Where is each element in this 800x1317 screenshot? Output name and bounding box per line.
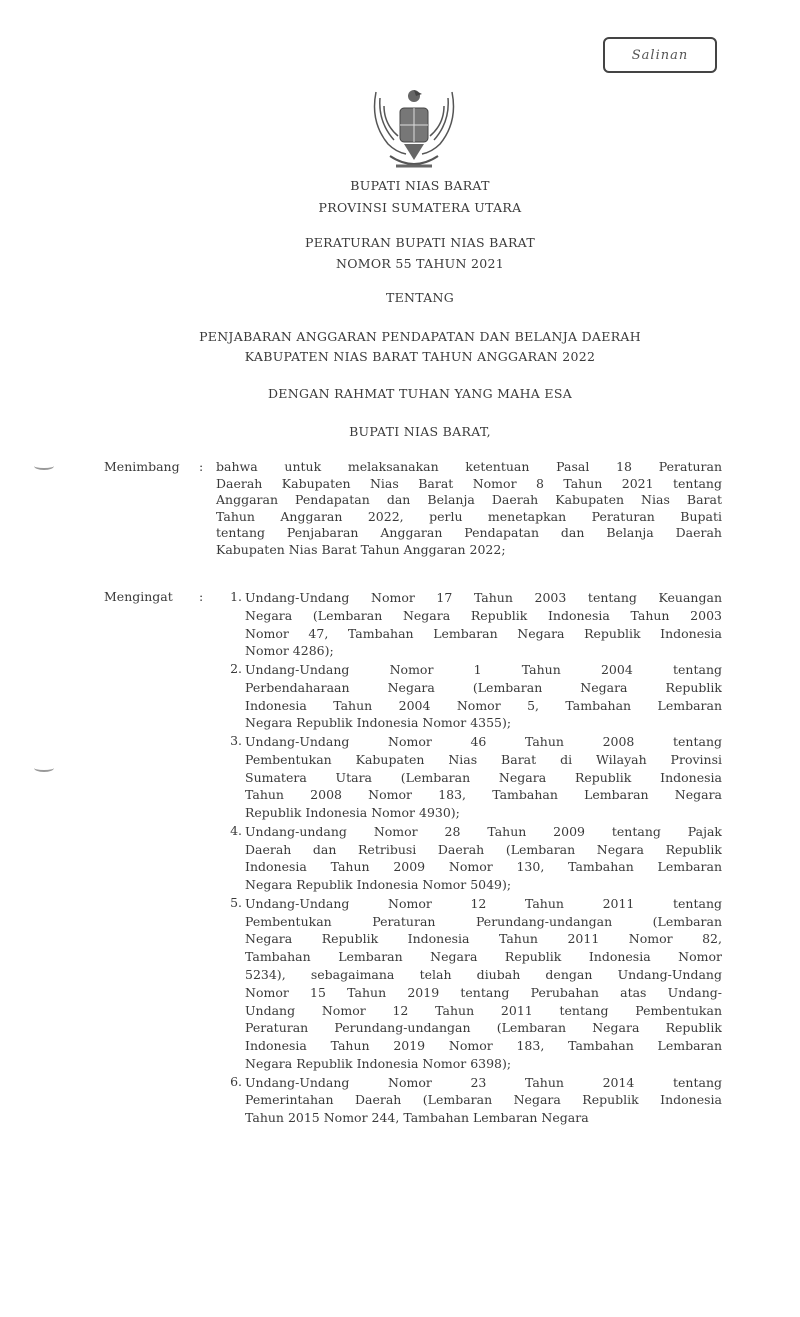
text-line: Undang-Undang Nomor 17 Tahun 2003 tentang Keuangan <box>245 590 722 605</box>
legal-basis-item <box>216 661 722 732</box>
text-line: Tahun 2015 Nomor 244, Tambahan Lembaran Negara <box>245 1110 589 1126</box>
text-line: Nomor 4286); <box>245 643 334 659</box>
mengingat-colon: : <box>199 589 204 604</box>
stamp-text: Salinan <box>631 47 689 63</box>
item-text <box>245 895 722 1073</box>
text-line: Undang-Undang Nomor 1 Tahun 2004 tentang <box>245 662 722 677</box>
item-text <box>245 1074 722 1127</box>
text-line: Perbendaharaan Negara (Lembaran Negara Republik <box>245 679 722 695</box>
text-line: Pembentukan Kabupaten Nias Barat di Wilayah Provinsi <box>245 751 722 767</box>
text-line: Negara Republik Indonesia Nomor 4355); <box>245 715 512 731</box>
text-line: Tahun Anggaran 2022, perlu menetapkan Peraturan Bupati <box>216 508 722 524</box>
text-line: Negara (Lembaran Negara Republik Indonesia Tahun 2003 <box>245 607 722 623</box>
text-line: Nomor 47, Tambahan Lembaran Negara Republik Indonesia <box>245 625 722 641</box>
item-number: 2. <box>230 661 242 676</box>
regulation-title: PERATURAN BUPATI NIAS BARAT <box>305 235 535 250</box>
text-line: Undang-Undang Nomor 23 Tahun 2014 tentang <box>245 1074 722 1090</box>
item-number: 5. <box>230 894 242 910</box>
authority: BUPATI NIAS BARAT, <box>349 424 491 439</box>
mengingat-label: Mengingat <box>104 589 173 604</box>
text-line: Anggaran Pendapatan dan Belanja Daerah Kabupaten Nias Barat <box>216 492 722 508</box>
text-line: Daerah dan Retribusi Daerah (Lembaran Negara Republik <box>245 841 722 857</box>
text-line: Undang-Undang Nomor 46 Tahun 2008 tentang <box>245 734 722 749</box>
text-line: Negara Republik Indonesia Nomor 5049); <box>245 877 512 893</box>
about-heading: TENTANG <box>385 290 455 305</box>
subject-line-2: KABUPATEN NIAS BARAT TAHUN ANGGARAN 2022 <box>244 349 596 364</box>
text-line: Tahun 2008 Nomor 183, Tambahan Lembaran Negara <box>245 787 722 803</box>
menimbang-paragraph <box>216 459 722 559</box>
text-line: Indonesia Tahun 2019 Nomor 183, Tambahan Lembaran <box>245 1038 722 1054</box>
item-text <box>245 823 722 894</box>
text-line: Daerah Kabupaten Nias Barat Nomor 8 Tahun 2021 tentang <box>216 475 722 491</box>
item-text <box>245 661 722 732</box>
issuer-title: BUPATI NIAS BARAT <box>350 178 490 193</box>
legal-basis-item <box>216 733 722 822</box>
item-number: 3. <box>230 733 242 748</box>
salinan-stamp <box>603 37 717 73</box>
text-line: Indonesia Tahun 2009 Nomor 130, Tambahan Lembaran <box>245 859 722 875</box>
province-title: PROVINSI SUMATERA UTARA <box>318 200 522 215</box>
legal-basis-item <box>216 823 722 894</box>
item-number: 4. <box>230 822 242 838</box>
text-line: bahwa untuk melaksanakan ketentuan Pasal 18 Peraturan <box>216 459 722 474</box>
text-line: Negara Republik Indonesia Tahun 2011 Nomor 82, <box>245 931 722 947</box>
text-line: Tambahan Lembaran Negara Republik Indonesia Nomor <box>245 949 722 965</box>
text-line: Republik Indonesia Nomor 4930); <box>245 805 460 821</box>
text-line: Nomor 15 Tahun 2019 tentang Perubahan atas Undang- <box>245 984 722 1000</box>
text-line: Undang-undang Nomor 28 Tahun 2009 tentang Pajak <box>245 823 722 839</box>
scan-mark <box>34 764 54 772</box>
scan-mark <box>34 462 54 470</box>
item-text <box>245 733 722 822</box>
text-line: Undang-Undang Nomor 12 Tahun 2011 tentang <box>245 895 722 911</box>
item-text <box>245 589 722 660</box>
item-number: 6. <box>230 1073 242 1089</box>
menimbang-colon: : <box>199 459 204 474</box>
text-line: Undang Nomor 12 Tahun 2011 tentang Pembentukan <box>245 1002 722 1018</box>
invocation: DENGAN RAHMAT TUHAN YANG MAHA ESA <box>267 386 573 401</box>
text-line: Pembentukan Peraturan Perundang-undangan (Lembaran <box>245 913 722 929</box>
text-line: Negara Republik Indonesia Nomor 6398); <box>245 1055 512 1071</box>
text-line: Indonesia Tahun 2004 Nomor 5, Tambahan Lembaran <box>245 697 722 713</box>
text-line: tentang Penjabaran Anggaran Pendapatan dan Belanja Daerah <box>216 525 722 541</box>
legal-basis-item <box>216 895 722 1073</box>
subject-line-1: PENJABARAN ANGGARAN PENDAPATAN DAN BELANJA DAERAH <box>199 329 641 344</box>
garuda-emblem-icon <box>366 82 462 174</box>
regulation-number: NOMOR 55 TAHUN 2021 <box>335 256 505 271</box>
legal-basis-item <box>216 589 722 660</box>
legal-basis-item <box>216 1074 722 1127</box>
text-line: 5234), sebagaimana telah diubah dengan Undang-Undang <box>245 966 722 982</box>
item-number: 1. <box>230 589 242 604</box>
text-line: Kabupaten Nias Barat Tahun Anggaran 2022; <box>216 541 506 557</box>
menimbang-label: Menimbang <box>104 459 180 474</box>
text-line: Pemerintahan Daerah (Lembaran Negara Republik Indonesia <box>245 1092 722 1108</box>
text-line: Sumatera Utara (Lembaran Negara Republik Indonesia <box>245 769 722 785</box>
text-line: Peraturan Perundang-undangan (Lembaran Negara Republik <box>245 1020 722 1036</box>
